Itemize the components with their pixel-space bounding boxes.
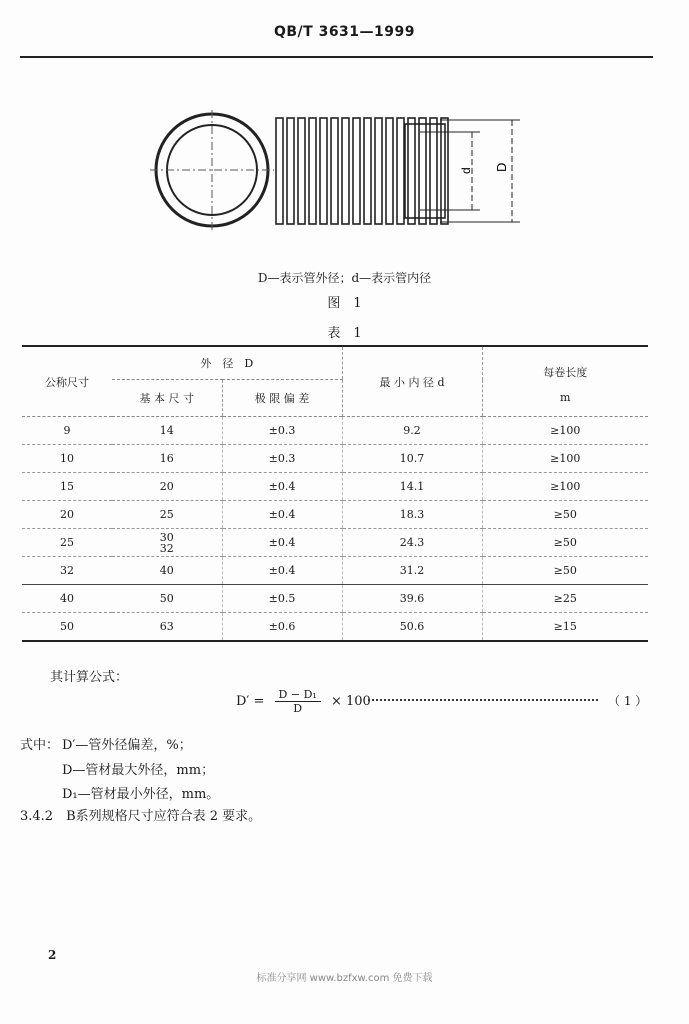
pipe-rib <box>353 118 360 224</box>
table-row <box>22 417 648 445</box>
formula <box>236 688 371 715</box>
cell-min-inner: 14.1 <box>342 473 482 501</box>
pipe-rib <box>364 118 371 224</box>
pipe-rib <box>309 118 316 224</box>
cell-nominal: 15 <box>22 473 112 501</box>
formula-multiplier: × 100 <box>330 694 371 709</box>
formula-intro: 其计算公式： <box>50 670 129 685</box>
cell-coil: ≥50 <box>482 529 648 557</box>
cell-basic: 20 <box>112 473 222 501</box>
table-row <box>22 445 648 473</box>
pipe-rib <box>397 118 404 224</box>
cell-coil: ≥100 <box>482 417 648 445</box>
footer-watermark: 标准分享网 www.bzfxw.com 免费下载 <box>256 973 433 984</box>
cell-nominal: 40 <box>22 585 112 613</box>
cell-coil: ≥50 <box>482 501 648 529</box>
cell-basic: 63 <box>112 613 222 642</box>
cell-tol: ±0.3 <box>222 445 342 473</box>
definition-item: D₁—管材最小外径，mm。 <box>62 787 220 802</box>
pipe-rib <box>276 118 283 224</box>
formula-denominator: D <box>293 702 303 715</box>
cell-basic: 40 <box>112 557 222 585</box>
cell-nominal: 10 <box>22 445 112 473</box>
cell-tol: ±0.4 <box>222 473 342 501</box>
leader-dots <box>368 699 598 701</box>
table-row <box>22 585 648 613</box>
header-rule <box>20 56 653 58</box>
cell-basic: 14 <box>112 417 222 445</box>
cell-min-inner: 50.6 <box>342 613 482 642</box>
cell-min-inner: 10.7 <box>342 445 482 473</box>
cell-nominal: 20 <box>22 501 112 529</box>
label-d: d <box>459 167 473 174</box>
formula-fraction <box>275 688 321 715</box>
cell-min-inner: 18.3 <box>342 501 482 529</box>
page-number: 2 <box>48 948 57 962</box>
cell-nominal: 50 <box>22 613 112 642</box>
dimension-lines <box>420 120 520 222</box>
pipe-section <box>405 124 445 218</box>
pipe-rib <box>375 118 382 224</box>
cell-tol: ±0.4 <box>222 501 342 529</box>
cell-nominal: 32 <box>22 557 112 585</box>
header-coil-unit: m <box>482 380 648 417</box>
pipe-rib <box>287 118 294 224</box>
header-min-inner: 最 小 内 径 d <box>342 346 482 417</box>
cell-basic: 30 32 <box>112 529 222 557</box>
cell-basic: 50 <box>112 585 222 613</box>
pipe-rib <box>386 118 393 224</box>
cell-basic: 25 <box>112 501 222 529</box>
clause-3-4-2: 3.4.2 B系列规格尺寸应符合表 2 要求。 <box>20 809 262 824</box>
cell-tol: ±0.4 <box>222 557 342 585</box>
cell-min-inner: 24.3 <box>342 529 482 557</box>
cell-coil: ≥50 <box>482 557 648 585</box>
pipe-rib <box>331 118 338 224</box>
pipe-rib <box>342 118 349 224</box>
pipe-rib <box>430 118 437 224</box>
definition-item: D′—管外径偏差，%； <box>62 738 192 753</box>
pipe-cross-section <box>150 110 274 230</box>
header-basic-size: 基 本 尺 寸 <box>112 380 222 417</box>
cell-min-inner: 9.2 <box>342 417 482 445</box>
table-row <box>22 557 648 585</box>
pipe-rib <box>408 118 415 224</box>
cell-coil: ≥15 <box>482 613 648 642</box>
standard-number: QB/T 3631—1999 <box>273 24 416 40</box>
formula-numerator: D − D₁ <box>275 688 321 702</box>
table-row <box>22 529 648 557</box>
header-coil-length: 每卷长度 <box>482 346 648 380</box>
formula-lhs: D′ = <box>236 694 265 709</box>
label-D: D <box>494 162 509 172</box>
header-outer-diameter: 外 径 D <box>112 346 342 380</box>
table-row <box>22 473 648 501</box>
pipe-side-view <box>276 118 448 224</box>
figure-pipe-drawing <box>150 110 530 240</box>
cell-coil: ≥25 <box>482 585 648 613</box>
cell-coil: ≥100 <box>482 473 648 501</box>
cell-nominal: 25 <box>22 529 112 557</box>
header-tolerance: 极 限 偏 差 <box>222 380 342 417</box>
cell-tol: ±0.3 <box>222 417 342 445</box>
definition-item: D—管材最大外径，mm； <box>62 763 215 778</box>
pipe-rib <box>298 118 305 224</box>
table-row <box>22 501 648 529</box>
table-1 <box>22 345 648 642</box>
cell-min-inner: 31.2 <box>342 557 482 585</box>
equation-number: （ 1 ） <box>608 694 648 708</box>
figure-legend: D—表示管外径；d—表示管内径 <box>257 271 432 285</box>
table-row <box>22 613 648 642</box>
definitions-prefix: 式中： <box>20 738 60 753</box>
pipe-rib <box>419 118 426 224</box>
header-nominal: 公称尺寸 <box>22 346 112 417</box>
figure-caption: 图 1 <box>327 296 362 311</box>
cell-nominal: 9 <box>22 417 112 445</box>
cell-basic: 16 <box>112 445 222 473</box>
cell-coil: ≥100 <box>482 445 648 473</box>
cell-min-inner: 39.6 <box>342 585 482 613</box>
table-caption: 表 1 <box>327 326 362 341</box>
pipe-rib <box>320 118 327 224</box>
cell-tol: ±0.4 <box>222 529 342 557</box>
cell-tol: ±0.6 <box>222 613 342 642</box>
cell-tol: ±0.5 <box>222 585 342 613</box>
